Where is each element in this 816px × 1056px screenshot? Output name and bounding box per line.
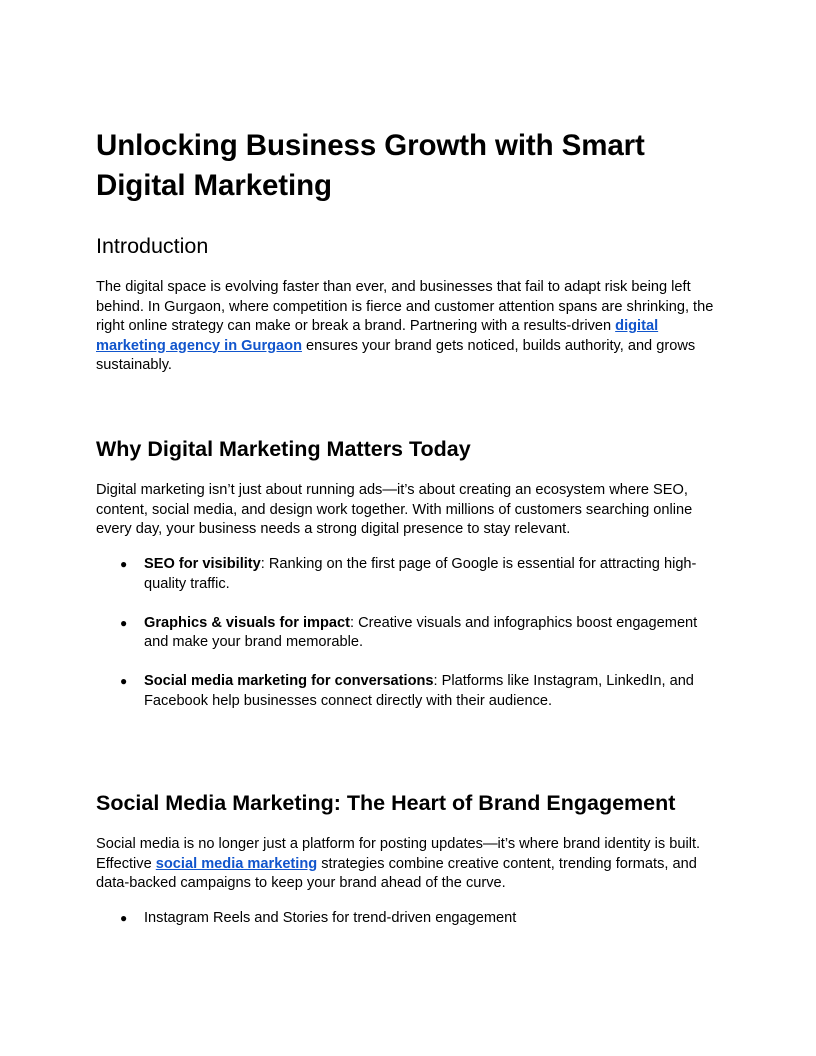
list-item	[96, 555, 720, 594]
link-digital-marketing-agency[interactable]: digital marketing agency in Gurgaon	[96, 318, 659, 354]
bullet-bold-label: Graphics & visuals for impact	[144, 614, 351, 631]
bullet-text: Instagram Reels and Stories for trend-driven engagement	[144, 910, 517, 926]
social-bullet-list	[96, 909, 720, 929]
bullet-text: : Platforms like Instagram, LinkedIn, and Facebook help businesses connect directly with their audience.	[144, 673, 694, 709]
bullet-bold-label: SEO for visibility	[144, 556, 261, 572]
link-social-media-marketing[interactable]: social media marketing	[155, 855, 318, 872]
bullet-text: : Ranking on the first page of Google is essential for attracting high-quality traffic.	[144, 556, 697, 592]
heading-why-digital-marketing: Why Digital Marketing Matters Today	[96, 437, 471, 461]
bullet-dot: ●	[120, 674, 128, 688]
bullet-dot: ●	[120, 911, 128, 925]
list-item	[96, 672, 720, 711]
social-paragraph	[96, 835, 720, 894]
bullet-dot: ●	[120, 615, 128, 630]
heading-introduction: Introduction	[96, 234, 209, 258]
bullet-bold-label: Social media marketing for conversations	[144, 673, 434, 689]
bullet-text: : Creative visuals and infographics boost engagement and make your brand memorable.	[144, 614, 698, 650]
document-title: Unlocking Business Growth with Smart Digital Marketing	[96, 129, 645, 202]
social-text-before: Social media is no longer just a platform for posting updates—it’s where brand identity is built. Effective	[96, 836, 701, 872]
list-item	[96, 909, 720, 929]
why-paragraph: Digital marketing isn’t just about running ads—it’s about creating an ecosystem where SEO, content, social media, and design work together. With millions of customers searching online every day, your business needs a strong digital presence to stay relevant.	[96, 482, 693, 537]
why-bullet-list	[96, 555, 720, 711]
intro-paragraph	[96, 278, 720, 376]
intro-text-before: The digital space is evolving faster than ever, and businesses that fail to adapt risk being left behind. In Gurgaon, where competition is fierce and customer attention spans are shrinking, the right online strategy can make or break a brand. Partnering with a results-driven	[96, 279, 714, 334]
intro-text-after: ensures your brand gets noticed, builds authority, and grows sustainably.	[96, 337, 696, 373]
list-item	[96, 614, 720, 653]
bullet-dot: ●	[120, 557, 128, 571]
social-text-after: strategies combine creative content, trending formats, and data-backed campaigns to keep your brand ahead of the curve.	[96, 855, 697, 891]
heading-social-media-marketing: Social Media Marketing: The Heart of Brand Engagement	[96, 791, 676, 815]
